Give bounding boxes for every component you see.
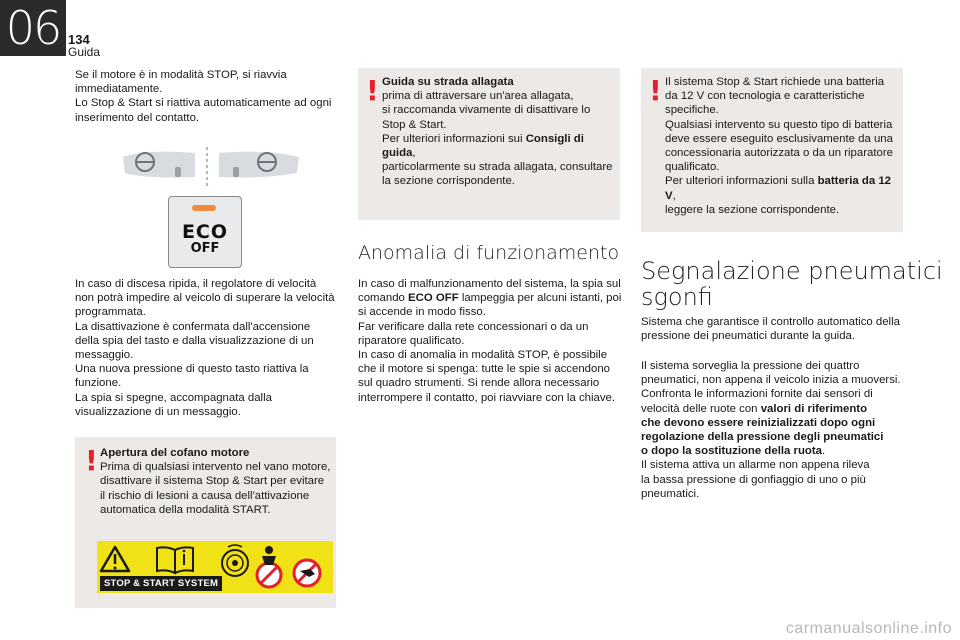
text-line: sul quadro strumenti. Si rende allora necessario: [358, 377, 600, 390]
text-suffix: .: [822, 445, 826, 458]
ref-prefix: Per ulteriori informazioni sui: [382, 132, 526, 145]
text-line: la sezione corrispondente.: [382, 175, 515, 188]
text-line: Il sistema attiva un allarme non appena rileva: [641, 459, 870, 472]
ref-link-driving-tips: Consigli di guida: [382, 132, 584, 160]
warning-icon: !: [649, 74, 662, 107]
heading-line: Segnalazione pneumatici: [641, 257, 943, 285]
warning-box-flooded-road: [358, 68, 620, 220]
text-line: riparatore qualificato.: [358, 334, 465, 347]
fan-belt-icon: [222, 545, 248, 576]
warning-text: [665, 75, 902, 217]
heading-tyre-deflation: [641, 258, 943, 310]
text-line: messaggio.: [75, 349, 134, 362]
page-number: 134: [68, 32, 90, 47]
text-line: prima di attraversare un'area allagata,: [382, 90, 574, 103]
ref-prefix: Per ulteriori informazioni sulla: [665, 175, 818, 188]
sticker-label: STOP & START SYSTEM: [100, 576, 222, 591]
eco-off-button-illustration: [168, 196, 242, 268]
warning-box-battery: [641, 68, 903, 232]
text-line: concessionaria autorizzata o da un riparatore: [665, 147, 893, 160]
text-line: La disattivazione è confermata dall'accensione: [75, 320, 311, 333]
text-line: In caso di malfunzionamento del sistema, la spia sul: [358, 278, 621, 290]
eco-led-indicator: [192, 205, 216, 211]
text-line: Il sistema sorveglia la pressione dei quattro: [641, 360, 860, 372]
text-line: pressione dei pneumatici durante la guida.: [641, 330, 856, 343]
text-line: [641, 444, 905, 458]
text-line: deve essere eseguito esclusivamente da una: [665, 132, 893, 145]
no-hand-icon: [257, 546, 281, 587]
text-line: particolarmente su strada allagata, consultare: [382, 161, 613, 174]
text-line: Prima di qualsiasi intervento nel vano motore,: [100, 461, 331, 474]
left-para-1: [75, 68, 337, 125]
footer-watermark: carmanualsonline.info: [785, 620, 952, 637]
text-line: Confronta le informazioni fornite dai sensori di: [641, 388, 873, 401]
text-line: il rischio di lesioni a causa dell'attivazione: [100, 489, 310, 502]
ref-suffix: ,: [412, 147, 416, 160]
warning-icon: !: [366, 74, 379, 107]
tyre-intro: [641, 315, 905, 343]
section-name: Guida: [68, 45, 101, 59]
bold-text: o dopo la sostituzione della ruota: [641, 445, 822, 458]
eco-off-ref: ECO OFF: [408, 292, 459, 305]
text-line: Stop & Start.: [382, 118, 447, 131]
eco-label: ECO: [181, 221, 229, 243]
text-line: Far verificare dalla rete concessionari o da un: [358, 320, 589, 333]
text-line: Una nuova pressione di questo tasto riattiva la: [75, 363, 309, 376]
text-line: [382, 132, 618, 160]
text-line: la bassa pressione di gonfiaggio di uno o più: [641, 473, 866, 486]
text-line: pneumatici.: [641, 487, 700, 500]
dashboard-illustration: [115, 143, 305, 189]
chapter-tab: 06: [0, 0, 66, 56]
text-line: non potrà impedire al veicolo di superare la velocità: [75, 292, 335, 305]
text-line: si accende in modo fisso.: [358, 306, 486, 319]
text-line: interrompere il contatto, poi riavviare con la chiave.: [358, 391, 616, 404]
text-line: qualificato.: [665, 161, 720, 174]
text-suffix: lampeggia per alcuni istanti, poi: [458, 292, 622, 305]
stop-start-sticker: [97, 541, 333, 593]
text-line: Qualsiasi intervento su questo tipo di batteria: [665, 118, 893, 131]
text-line: da 12 V con tecnologia e caratteristiche: [665, 90, 865, 103]
text-line: funzione.: [75, 377, 122, 390]
text-line: Lo Stop & Start si riattiva automaticamente ad ogni: [75, 97, 332, 110]
left-para-2: [75, 277, 337, 419]
text-line: automatica della modalità START.: [100, 503, 271, 516]
text-prefix: comando: [358, 292, 409, 305]
tyre-body: [641, 359, 905, 501]
text-line: specifiche.: [665, 104, 719, 117]
warning-triangle-icon: [101, 547, 129, 571]
no-touch-icon: [294, 560, 320, 586]
bold-text: valori di riferimento: [760, 402, 868, 415]
text-line: che devono essere reinizializzati dopo ogni: [641, 416, 876, 429]
warning-icon: !: [85, 444, 98, 477]
text-line: visualizzazione di un messaggio.: [75, 405, 241, 418]
text-line: In caso di discesa ripida, il regolatore di velocità: [75, 278, 317, 290]
text-prefix: velocità delle ruote con: [641, 402, 761, 415]
text-line: regolazione della pressione degli pneumatici: [641, 431, 884, 444]
heading-line: sgonfi: [641, 283, 713, 311]
text-line: pneumatici, non appena il veicolo inizia a muoversi.: [641, 374, 901, 387]
text-line: che il motore si spenga: tutte le spie si accendono: [358, 363, 611, 376]
text-line: [641, 402, 905, 416]
text-line: [358, 291, 622, 305]
text-line: programmata.: [75, 306, 146, 319]
text-line: Se il motore è in modalità STOP, si riavvia: [75, 69, 287, 81]
heading-malfunction: Anomalia di funzionamento: [358, 242, 620, 264]
text-line: La spia si spegne, accompagnata dalla: [75, 391, 272, 404]
text-line: disattivare il sistema Stop & Start per evitare: [100, 475, 325, 488]
text-line: [665, 174, 902, 202]
text-line: della spia del tasto e dalla visualizzazione di un: [75, 334, 314, 347]
ref-suffix: ,: [672, 189, 676, 202]
manual-book-icon: [157, 547, 193, 573]
warning-text: [382, 75, 618, 189]
off-label: OFF: [190, 241, 220, 256]
text-line: Il sistema Stop & Start richiede una batteria: [665, 76, 885, 88]
text-line: si raccomanda vivamente di disattivare lo: [382, 104, 591, 117]
text-line: Sistema che garantisce il controllo automatico della: [641, 316, 900, 328]
ref-link-battery: batteria da 12 V: [665, 175, 892, 202]
warning-text: [100, 446, 334, 517]
text-line: In caso di anomalia in modalità STOP, è possibile: [358, 349, 608, 362]
text-line: leggere la sezione corrispondente.: [665, 203, 840, 216]
warning-title: Apertura del cofano motore: [100, 447, 250, 459]
text-line: inserimento del contatto.: [75, 111, 200, 124]
text-line: immediatamente.: [75, 83, 163, 96]
malfunction-body: [358, 277, 622, 405]
warning-title: Guida su strada allagata: [382, 76, 514, 88]
